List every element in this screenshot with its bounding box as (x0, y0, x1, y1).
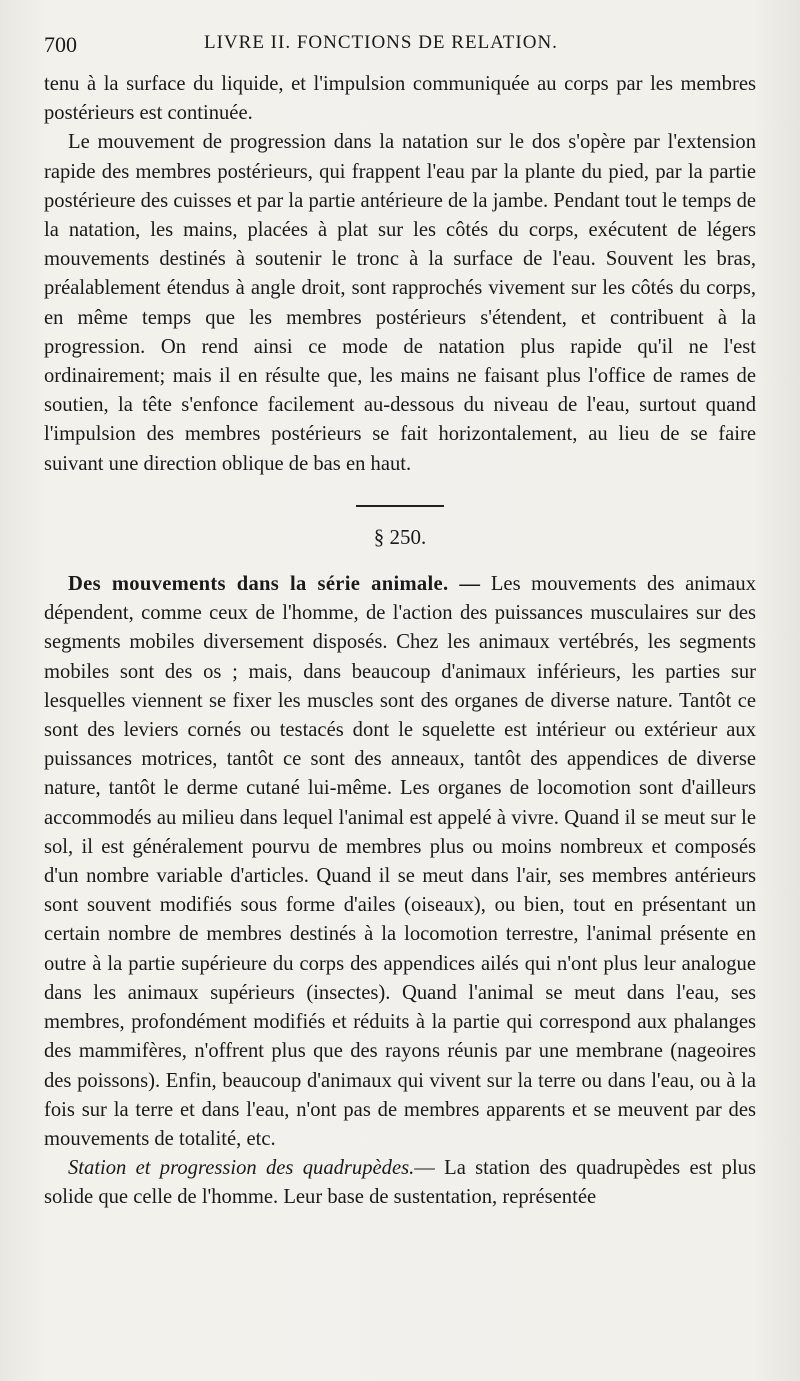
paragraph-back-swimming: Le mouvement de progression dans la natation sur le dos s'opère par l'extension rapide des membres postérieurs, qui frappent l'eau par la plante du pied, par la partie postérieure des cuisses et par la partie antérieure de la jambe. Pendant tout le temps de la natation, les mains, placées à plat sur les côtés du corps, exécutent de légers mouvements destinés à soutenir le tronc à la surface de l'eau. Souvent les bras, préalablement étendus à angle droit, sont rapprochés vivement sur les côtés du corps, en même temps que les membres postérieurs s'étendent, et contribuent à la progression. On rend ainsi ce mode de natation plus rapide qu'il ne l'est ordinairement; mais il en résulte que, les mains ne faisant plus l'office de rames de soutien, la tête s'enfonce facilement au-dessous du niveau de l'eau, surtout quand l'impulsion des membres postérieurs se fait horizontalement, au lieu de se faire suivant une direction oblique de bas en haut. (44, 131, 756, 475)
section-text: Les mouvements des animaux dépendent, comme ceux de l'homme, de l'action des puissances musculaires sur des segments mobiles diversement disposés. Chez les animaux vertébrés, les segments mobiles sont des os ; mais, dans beaucoup d'animaux inférieurs, les parties sur lesquelles viennent se fixer les muscles sont des organes de diverse nature. Tantôt ce sont des leviers cornés ou testacés dont le squelette est intérieur ou extérieur aux puissances motrices, tantôt ce sont des anneaux, tantôt des appendices de diverse nature, tantôt le derme cutané lui-même. Les organes de locomotion sont d'ailleurs accommodés au milieu dans lequel l'animal est appelé à vivre. Quand il se meut sur le sol, il est généralement pourvu de membres plus ou moins nombreux et composés d'un nombre variable d'articles. Quand il se meut dans l'air, ses membres antérieurs sont souvent modifiés sous forme d'ailes (oiseaux), ou bien, tout en présentant un certain nombre de membres destinés à la locomotion terrestre, l'animal présente en outre à la partie supérieure du corps des appendices ailés qui n'ont plus leur analogue dans les animaux supérieurs (insectes). Quand l'animal se meut dans l'eau, ses membres, profondément modifiés et réduits à la partie qui correspond aux phalanges des mammifères, n'offrent plus que des rayons réunis par une membrane (nageoires des poissons). Enfin, beaucoup d'animaux qui vivent sur la terre ou dans l'eau, ou à la fois sur la terre et dans l'eau, n'ont pas de membres apparents et se meuvent par des mouvements de totalité, etc. (44, 573, 756, 1150)
section-divider (356, 505, 444, 507)
subsection-text: — La station des quadrupèdes est plus solide que celle de l'homme. Leur base de sustentation, représentée (44, 1157, 756, 1209)
page-body (44, 70, 756, 1213)
section-lead-title: Des mouvements dans la série animale. — (68, 573, 481, 596)
page-number: 700 (44, 32, 77, 57)
paragraph-quadrupeds (44, 1154, 756, 1212)
page-header (44, 30, 756, 64)
subsection-lead-title: Station et progression des quadrupèdes. (68, 1157, 415, 1180)
running-title: LIVRE II. FONCTIONS DE RELATION. (204, 32, 558, 53)
paragraph-continuation: tenu à la surface du liquide, et l'impulsion communiquée au corps par les membres postérieurs est continuée. (44, 73, 756, 125)
section-number: § 250. (373, 524, 427, 549)
paragraph-animal-series (44, 570, 756, 1154)
